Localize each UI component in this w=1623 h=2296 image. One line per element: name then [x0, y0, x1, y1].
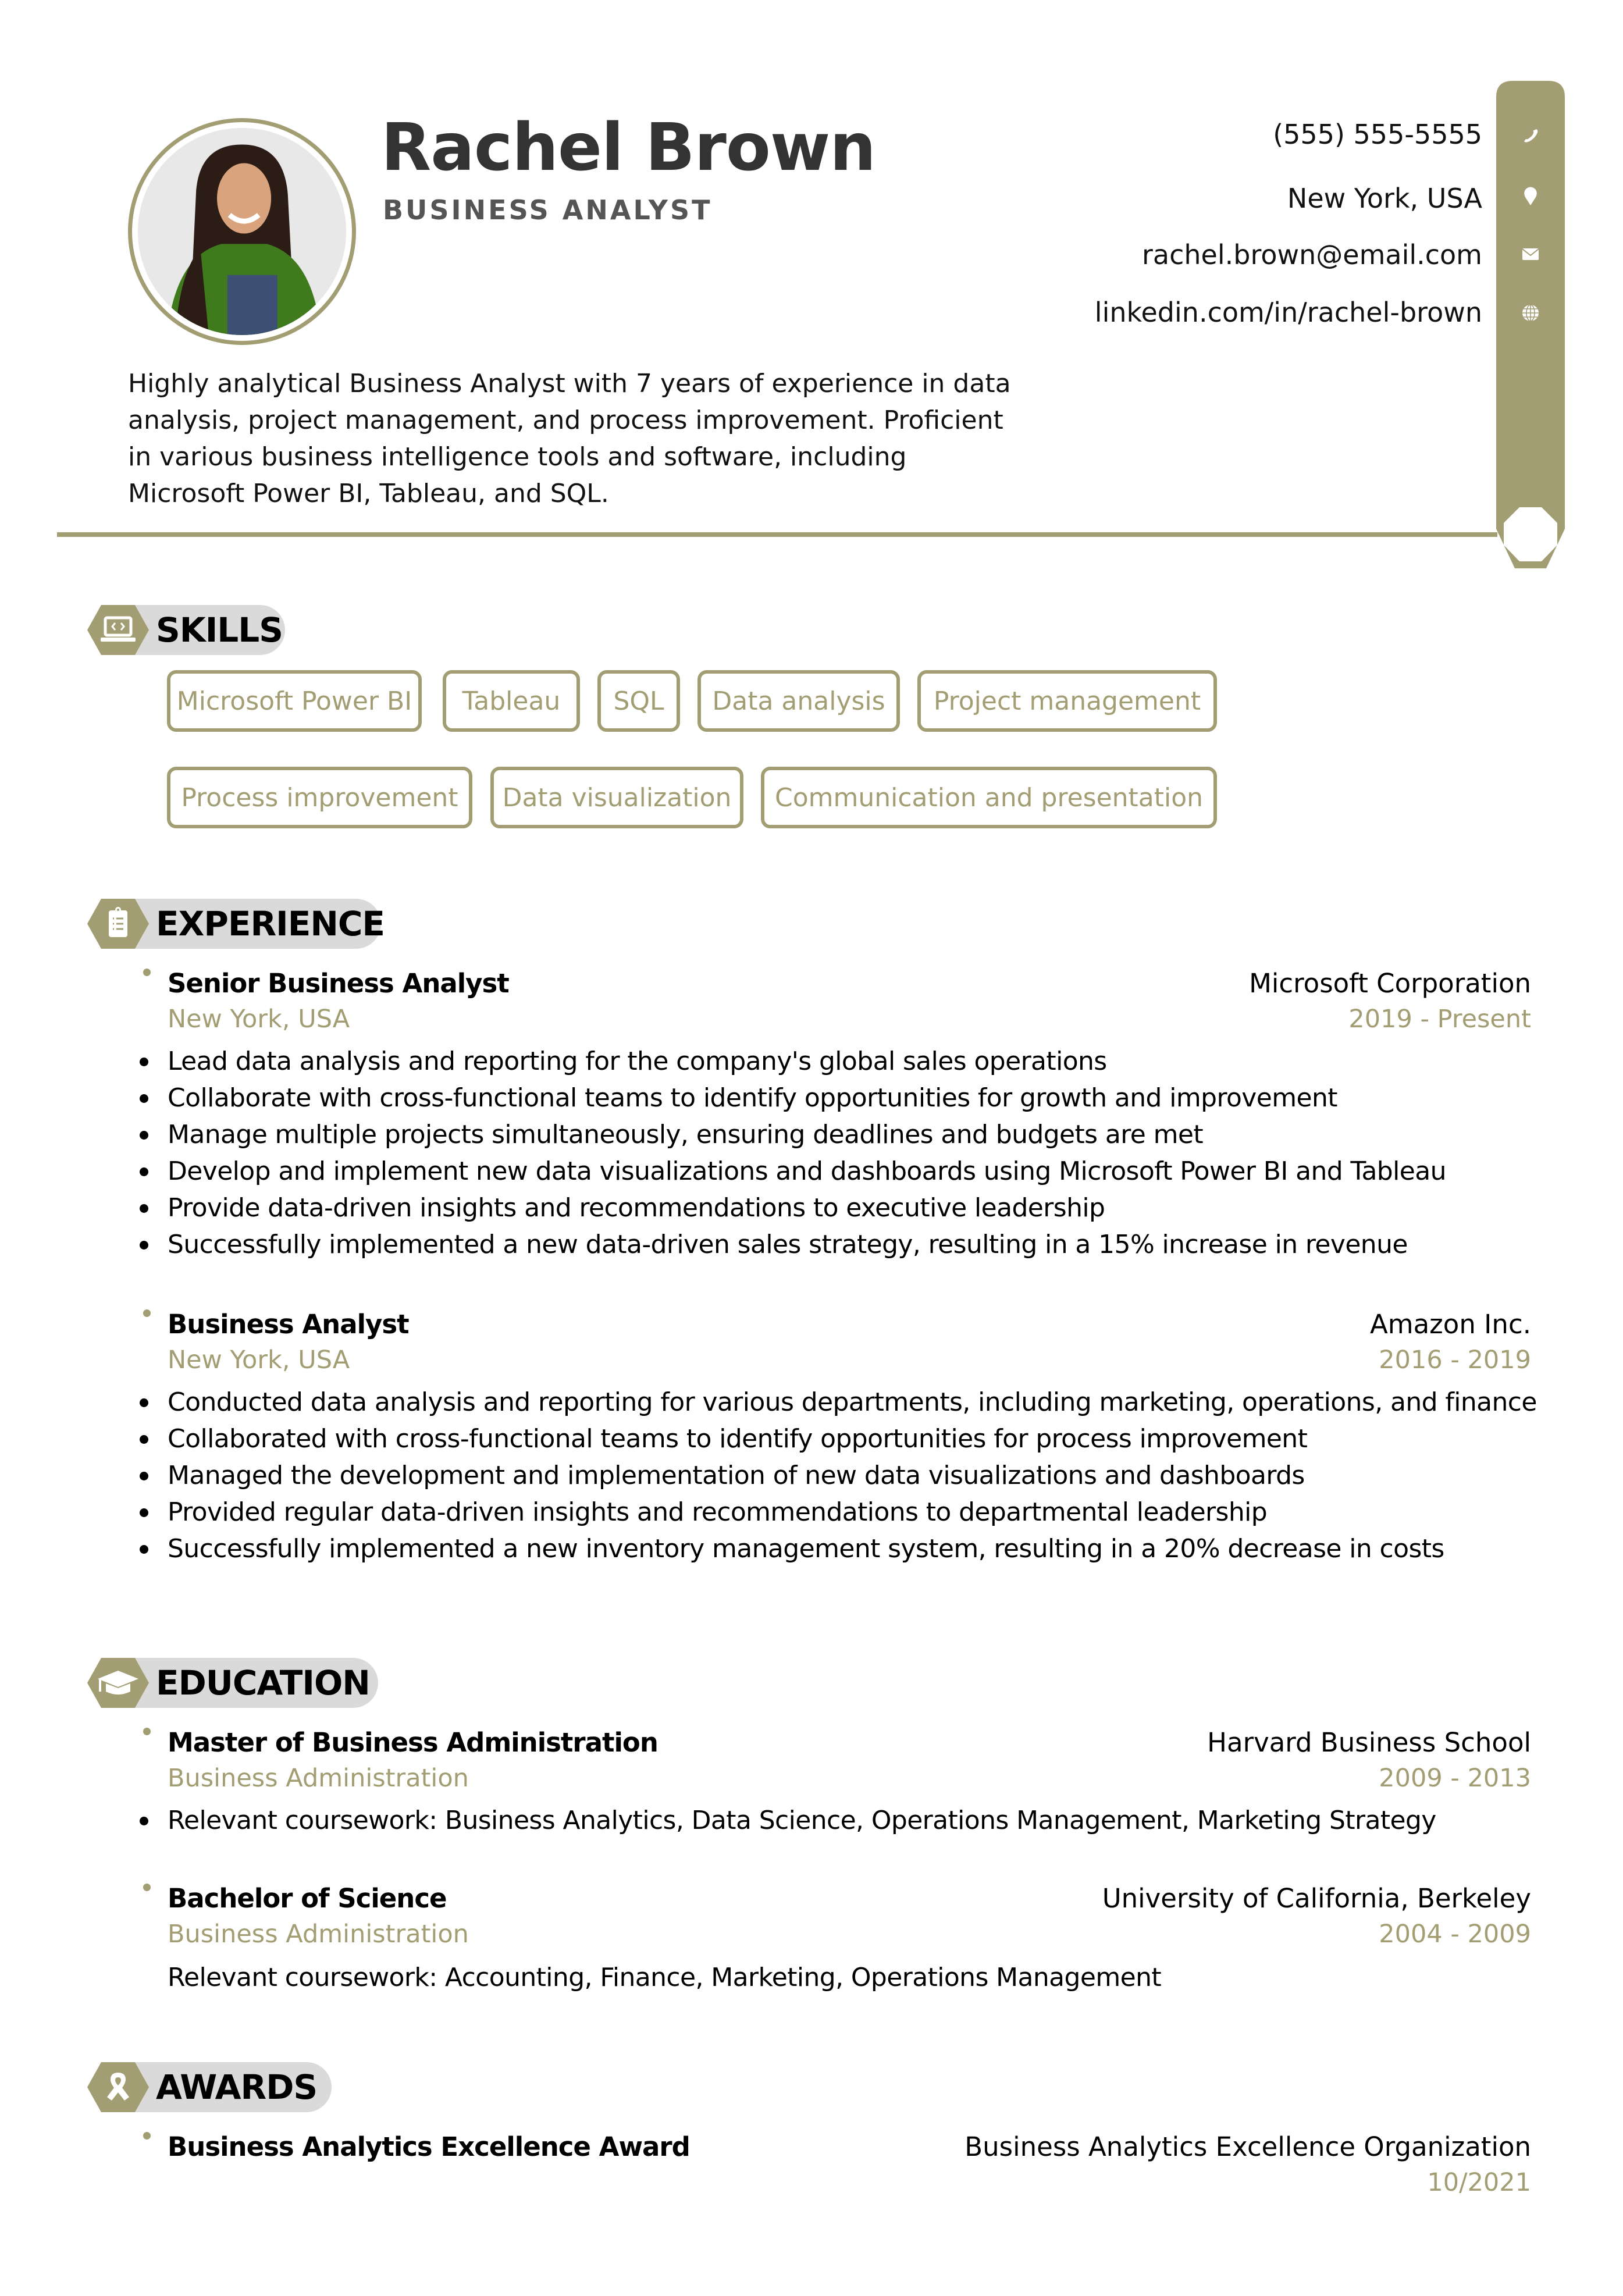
job-bullet: Provide data-driven insights and recommendations to executive leadership [135, 1190, 1446, 1226]
award-organization: Business Analytics Excellence Organization [964, 2131, 1531, 2162]
laptop-code-icon [87, 605, 149, 655]
job-bullet: Develop and implement new data visualizations and dashboards using Microsoft Power BI and Tableau [135, 1153, 1446, 1190]
profile-photo-frame [128, 118, 356, 345]
contact-email[interactable]: rachel.brown@email.com [1142, 239, 1482, 270]
ribbon-icon [87, 2062, 149, 2112]
school-name: Harvard Business School [1207, 1727, 1531, 1758]
education-bullets [135, 1802, 1436, 1839]
job-title: Senior Business Analyst [168, 968, 509, 999]
coursework-text: Relevant coursework: Accounting, Finance, Marketing, Operations Management [168, 1963, 1162, 1992]
section-header-skills [87, 605, 285, 655]
skill-tag: Data analysis [697, 670, 900, 732]
education-dates: 2004 - 2009 [1379, 1920, 1531, 1949]
job-bullet: Lead data analysis and reporting for the company's global sales operations [135, 1043, 1446, 1080]
job-bullets [135, 1384, 1537, 1567]
sidebar-octagon [1504, 507, 1557, 561]
job-bullet: Managed the development and implementation of new data visualizations and dashboards [135, 1457, 1537, 1494]
candidate-name: Rachel Brown [381, 110, 876, 186]
profile-photo [138, 128, 346, 335]
section-title: EXPERIENCE [156, 904, 385, 944]
skill-tag: Microsoft Power BI [167, 670, 422, 732]
section-title: SKILLS [156, 610, 283, 650]
job-bullet: Successfully implemented a new inventory management system, resulting in a 20% decrease in costs [135, 1530, 1537, 1567]
profile-summary: Highly analytical Business Analyst with 7 years of experience in data analysis, project management, and process improvement. Proficient in various business intelligence tools and software, including Microsoft Power BI, Tableau, and SQL. [128, 369, 1011, 508]
contact-sidebar [1496, 81, 1565, 568]
job-dates: 2016 - 2019 [1379, 1345, 1531, 1375]
contact-phone[interactable]: (555) 555-5555 [1273, 119, 1482, 150]
entry-marker [143, 969, 151, 976]
skill-tag: Communication and presentation [761, 767, 1217, 828]
job-dates: 2019 - Present [1348, 1005, 1531, 1034]
skill-tag: Project management [917, 670, 1217, 732]
job-bullet: Conducted data analysis and reporting for various departments, including marketing, operations, and finance [135, 1384, 1537, 1421]
job-bullet: Provided regular data-driven insights and recommendations to departmental leadership [135, 1494, 1537, 1530]
section-header-education [87, 1658, 378, 1708]
contact-linkedin[interactable]: linkedin.com/in/rachel-brown [1094, 297, 1482, 328]
skill-tag: Process improvement [167, 767, 472, 828]
degree-title: Bachelor of Science [168, 1883, 447, 1914]
entry-marker [143, 2132, 151, 2140]
job-location: New York, USA [168, 1005, 350, 1034]
award-title: Business Analytics Excellence Award [168, 2131, 690, 2162]
clipboard-list-icon [87, 899, 149, 949]
section-header-experience [87, 899, 385, 949]
phone-icon [1519, 123, 1542, 147]
header-divider [57, 532, 1497, 537]
job-bullet: Manage multiple projects simultaneously, ensuring deadlines and budgets are met [135, 1116, 1446, 1153]
entry-marker [143, 1728, 151, 1735]
map-pin-icon [1519, 184, 1542, 208]
job-title: Business Analyst [168, 1309, 409, 1340]
job-bullet: Collaborated with cross-functional teams to identify opportunities for process improvement [135, 1421, 1537, 1457]
section-header-awards [87, 2062, 332, 2112]
entry-marker [143, 1309, 151, 1317]
graduation-cap-icon [87, 1658, 149, 1708]
section-title: EDUCATION [156, 1663, 370, 1703]
skill-tag: Data visualization [490, 767, 743, 828]
degree-title: Master of Business Administration [168, 1727, 658, 1758]
job-bullets [135, 1043, 1446, 1263]
job-company: Microsoft Corporation [1249, 968, 1531, 999]
education-dates: 2009 - 2013 [1379, 1764, 1531, 1793]
profile-photo-illustration [138, 128, 346, 335]
job-company: Amazon Inc. [1369, 1309, 1531, 1340]
school-name: University of California, Berkeley [1102, 1883, 1531, 1914]
degree-field: Business Administration [168, 1764, 469, 1793]
job-bullet: Successfully implemented a new data-driven sales strategy, resulting in a 15% increase in revenue [135, 1226, 1446, 1263]
entry-marker [143, 1884, 151, 1891]
section-title: AWARDS [156, 2067, 318, 2107]
coursework-bullet: Relevant coursework: Business Analytics, Data Science, Operations Management, Marketing Strategy [135, 1802, 1436, 1839]
degree-field: Business Administration [168, 1920, 469, 1949]
skill-tag: SQL [597, 670, 680, 732]
envelope-icon [1519, 243, 1542, 266]
award-date: 10/2021 [1427, 2168, 1531, 2197]
skill-tag: Tableau [443, 670, 580, 732]
job-bullet: Collaborate with cross-functional teams to identify opportunities for growth and improvement [135, 1080, 1446, 1116]
job-location: New York, USA [168, 1345, 350, 1375]
globe-icon [1519, 301, 1542, 325]
contact-location: New York, USA [1287, 183, 1482, 214]
candidate-role: BUSINESS ANALYST [383, 194, 713, 226]
